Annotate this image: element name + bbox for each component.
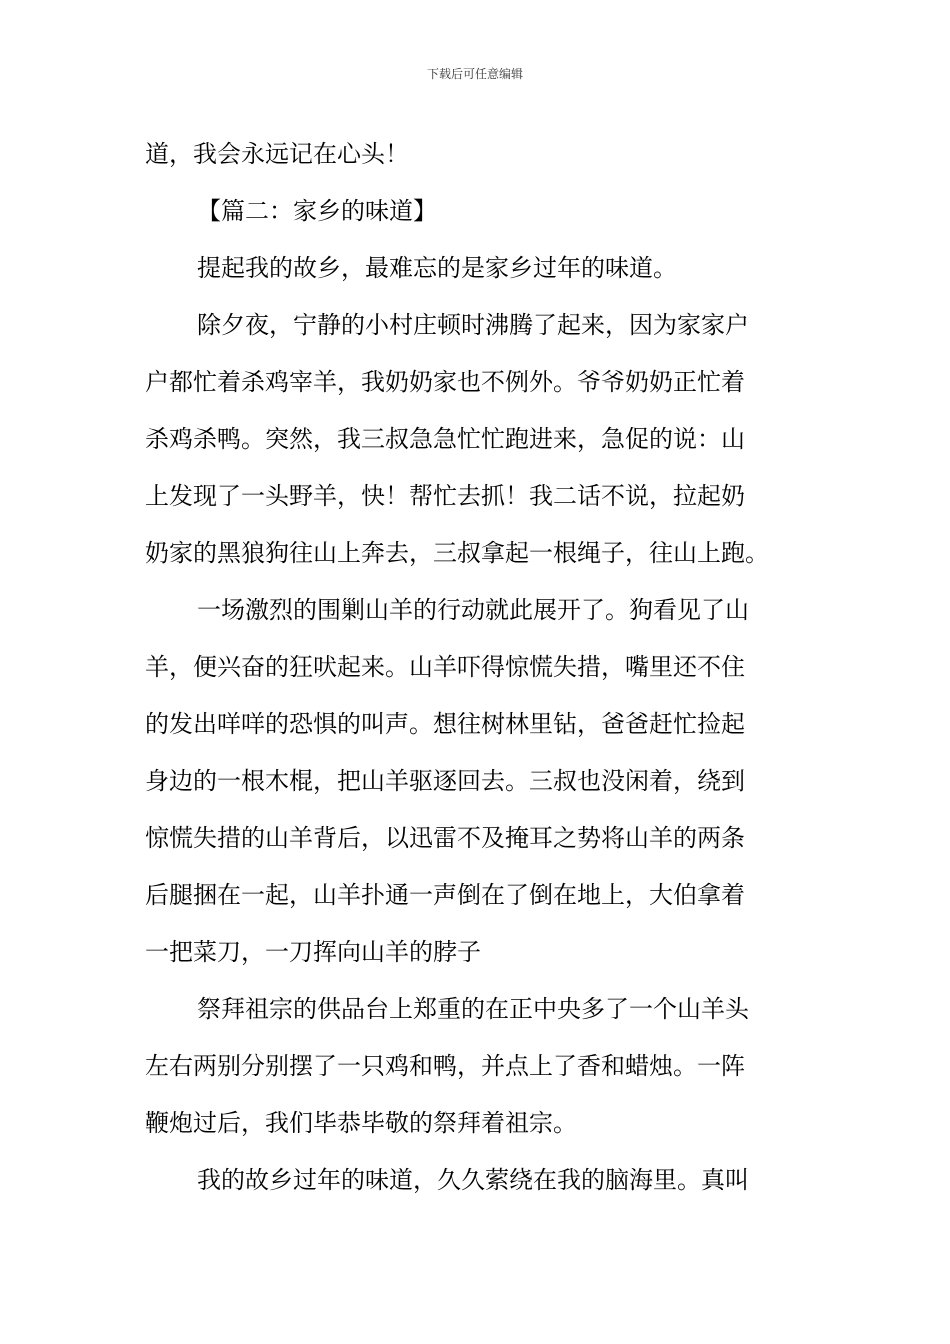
- text-line: 道，我会永远记在心头！: [145, 140, 409, 168]
- text-line: 一场激烈的围剿山羊的行动就此展开了。狗看见了山: [197, 596, 749, 624]
- text-line: 羊，便兴奋的狂吠起来。山羊吓得惊慌失措，嘴里还不住: [145, 653, 745, 681]
- section-heading: 【篇二：家乡的味道】: [197, 197, 437, 225]
- text-line: 身边的一根木棍，把山羊驱逐回去。三叔也没闲着，绕到: [145, 767, 745, 795]
- text-line: 上发现了一头野羊，快！帮忙去抓！我二话不说，拉起奶: [145, 482, 745, 510]
- text-line: 奶家的黑狼狗往山上奔去，三叔拿起一根绳子，往山上跑。: [145, 539, 769, 567]
- text-line: 杀鸡杀鸭。突然，我三叔急急忙忙跑进来，急促的说：山: [145, 425, 745, 453]
- text-line: 一把菜刀，一刀挥向山羊的脖子: [145, 938, 481, 966]
- text-line: 户都忙着杀鸡宰羊，我奶奶家也不例外。爷爷奶奶正忙着: [145, 368, 745, 396]
- text-line: 鞭炮过后，我们毕恭毕敬的祭拜着祖宗。: [145, 1109, 577, 1137]
- text-line: 的发出咩咩的恐惧的叫声。想往树林里钻，爸爸赶忙捡起: [145, 710, 745, 738]
- page-header: 下载后可任意编辑: [426, 67, 523, 81]
- text-line: 除夕夜，宁静的小村庄顿时沸腾了起来，因为家家户: [197, 311, 749, 339]
- text-line: 惊慌失措的山羊背后，以迅雷不及掩耳之势将山羊的两条: [145, 824, 745, 852]
- text-line: 提起我的故乡，最难忘的是家乡过年的味道。: [197, 254, 677, 282]
- text-line: 左右两别分别摆了一只鸡和鸭，并点上了香和蜡烛。一阵: [145, 1052, 745, 1080]
- text-line: 我的故乡过年的味道，久久萦绕在我的脑海里。真叫: [197, 1166, 749, 1194]
- document-body: [145, 126, 809, 1209]
- text-line: 后腿捆在一起，山羊扑通一声倒在了倒在地上，大伯拿着: [145, 881, 745, 909]
- text-line: 祭拜祖宗的供品台上郑重的在正中央多了一个山羊头: [197, 995, 749, 1023]
